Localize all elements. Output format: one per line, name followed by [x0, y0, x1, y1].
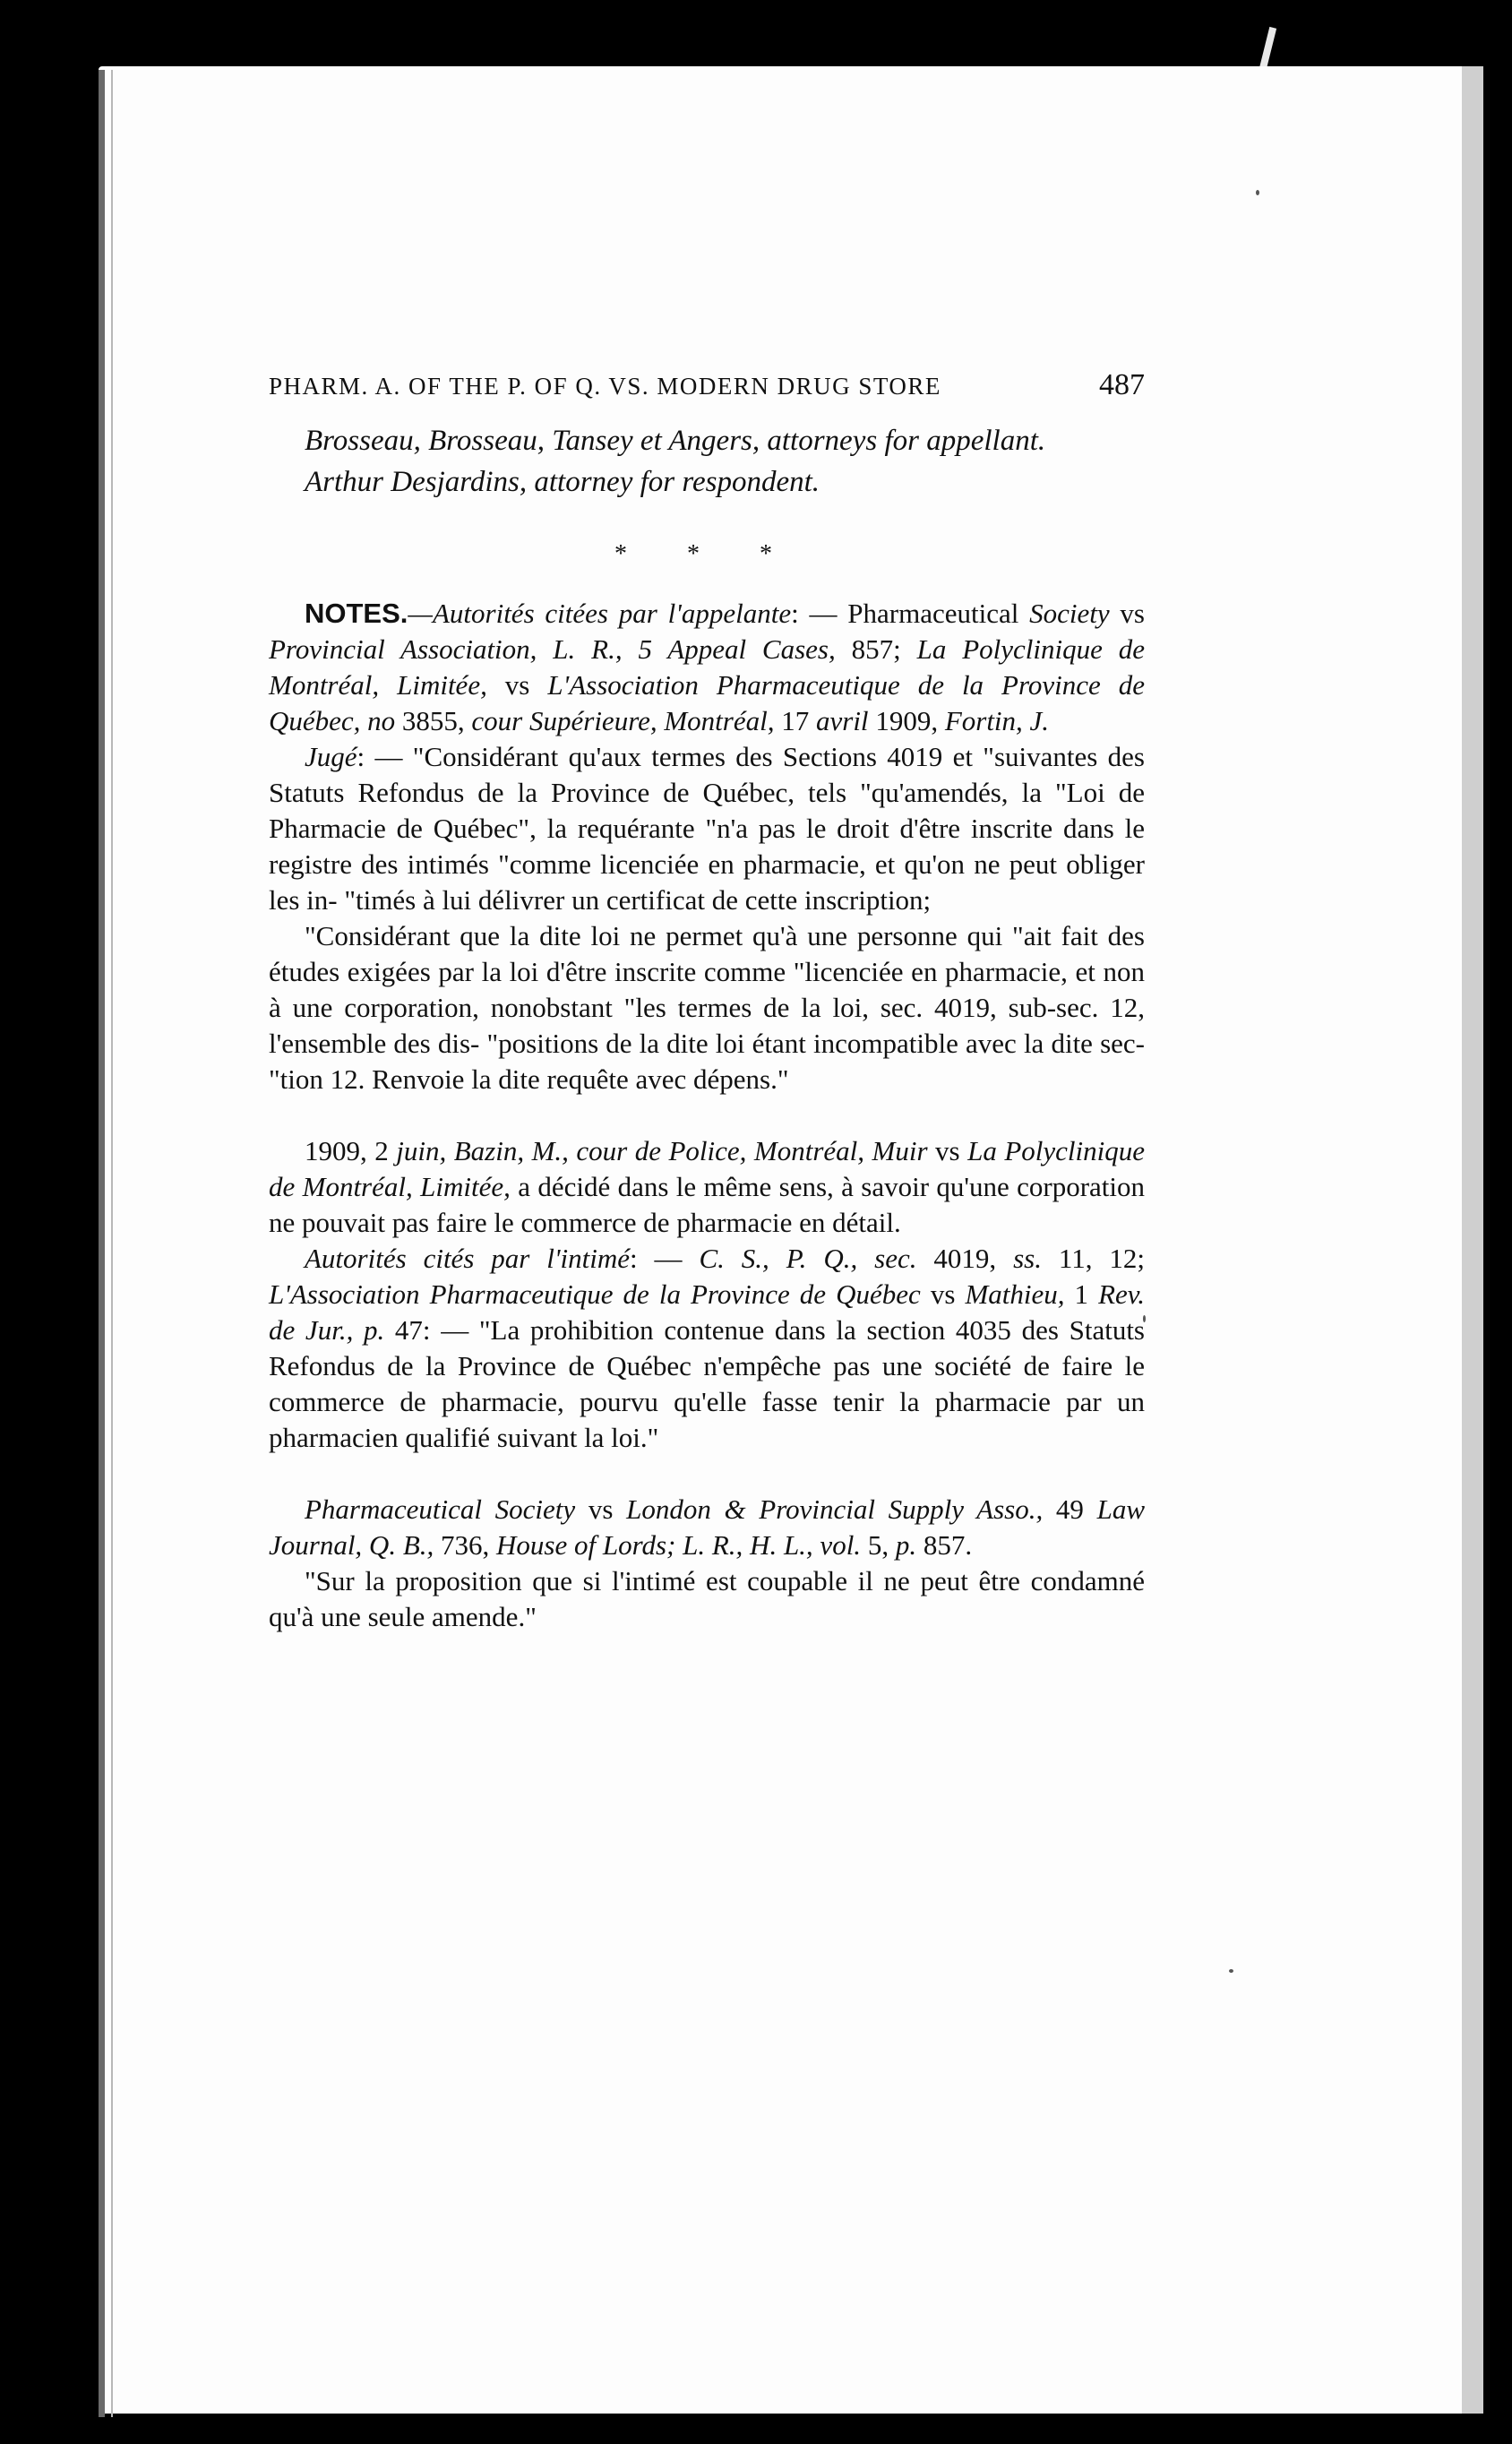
- notes-text: Pharmaceutical Society: [305, 1493, 576, 1525]
- notes-text: 17: [774, 705, 816, 736]
- notes-text: 1: [1064, 1278, 1099, 1310]
- notes-text: 857.: [916, 1529, 973, 1561]
- notes-text: : —: [630, 1243, 700, 1274]
- notes-text: vs: [920, 1278, 966, 1310]
- notes-text: 1909, 2: [305, 1135, 397, 1166]
- notes-text: London & Provincial Supply Asso.,: [626, 1493, 1044, 1525]
- notes-text: ss.: [1013, 1243, 1042, 1274]
- page-edge-shadow: [1462, 66, 1483, 2414]
- notes-text: 857;: [835, 633, 917, 665]
- notes-label: NOTES.: [305, 598, 408, 629]
- attorneys-respondent: Arthur Desjardins, attorney for respondent.: [305, 466, 820, 498]
- notes-text: vs: [575, 1493, 627, 1525]
- notes-text: p.: [895, 1529, 917, 1561]
- notes-paragraph-1: [269, 596, 1145, 739]
- notes-paragraph-3: "Considérant que la dite loi ne permet qu'à une personne qui "ait fait des études exigées par la loi d'être inscrite comme "licenciée en pharmacie, et non à une corporation, nonobstant "les termes de la loi, sec. 4019, sub-sec. 12, l'ensemble des dis- "positions de la dite loi étant incompatible avec la dite sec- "tion 12. Renvoie la dite requête avec dépens.": [269, 920, 1145, 1095]
- notes-paragraph-6: [269, 1492, 1145, 1563]
- notes-text: C. S., P. Q., sec.: [699, 1243, 917, 1274]
- notes-text: 1909,: [868, 705, 945, 736]
- scan-speck: [1256, 190, 1259, 195]
- notes-text: 11, 12;: [1041, 1243, 1145, 1274]
- notes-text: 47: — "La prohibition contenue dans la section 4035 des Statuts Refondus de la Province de Québec n'empêche pas une société de faire le commerce de pharmacie, pourvu qu'elle fasse tenir la pharmacie par un pharmacien qualifié suivant la loi.": [269, 1314, 1145, 1453]
- notes-text: 3855,: [395, 705, 472, 736]
- notes-text: a décidé dans le même sens, à savoir qu'une corporation ne pouvait pas faire le commerce de pharmacie en détail.: [269, 1171, 1145, 1238]
- scan-speck: [1229, 1969, 1233, 1973]
- notes-text: avril: [816, 705, 869, 736]
- paragraph-gap: [269, 1456, 1145, 1492]
- notes-text: cour Supérieure, Montréal,: [471, 705, 775, 736]
- notes-text: L'Association Pharmaceutique de la Province de Québec, no: [269, 669, 1145, 736]
- notes-text: La Polyclinique de Montréal, Limitée,: [269, 633, 1146, 701]
- running-header: [269, 367, 1145, 404]
- notes-text: : — Pharmaceutical: [791, 598, 1019, 629]
- notes-text: Rev. de Jur., p.: [269, 1278, 1146, 1346]
- notes-text: House of Lords; L. R., H. L., vol.: [496, 1529, 862, 1561]
- notes-text: vs: [927, 1135, 968, 1166]
- binding-gutter-edge: [111, 70, 113, 2417]
- notes-text: Jugé: [305, 741, 357, 772]
- notes-text: vs: [1109, 598, 1145, 629]
- running-title: PHARM. A. OF THE P. OF Q. VS. MODERN DRUG STORE: [269, 373, 941, 400]
- notes-text: La Polyclinique de Montréal, Limitée,: [269, 1135, 1145, 1202]
- notes-text: Law Journal, Q. B.,: [269, 1493, 1145, 1561]
- section-separator: * * *: [614, 540, 799, 568]
- notes-text: Fortin, J.: [944, 705, 1050, 736]
- notes-text: 49: [1043, 1493, 1097, 1525]
- notes-paragraph-5: [269, 1241, 1145, 1456]
- notes-text: Autorités cités par l'intimé: [305, 1243, 631, 1274]
- notes-text: vs: [486, 669, 548, 701]
- notes-paragraph-2: [269, 739, 1145, 918]
- notes-paragraph-4: [269, 1133, 1145, 1241]
- attorneys-appellant: Brosseau, Brosseau, Tansey et Angers, attorneys for appellant.: [305, 425, 1046, 457]
- notes-text: —Autorités citées par l'appelante: [408, 598, 792, 629]
- notes-text: Provincial Association, L. R., 5 Appeal Cases,: [269, 633, 836, 665]
- notes-text: 5,: [861, 1529, 896, 1561]
- notes-text: Society: [1029, 598, 1110, 629]
- notes-text: juin, Bazin, M., cour de Police, Montréal, Muir: [396, 1135, 928, 1166]
- notes-text: L'Association Pharmaceutique de la Province de Québec: [269, 1278, 921, 1310]
- notes-text: : — "Considérant qu'aux termes des Sections 4019 et "suivantes des Statuts Refondus de la Province de Québec, tels "qu'amendés, la "Loi de Pharmacie de Québec", la requérante "n'a pas le droit d'être inscrite dans le registre des intimés "comme licenciée en pharmacie, et qu'on ne peut obliger les in- "timés à lui délivrer un certificat de cette inscription;: [269, 741, 1145, 916]
- paragraph-gap: [269, 1097, 1145, 1133]
- page-number: 487: [1099, 368, 1145, 401]
- notes-text: 4019,: [916, 1243, 1014, 1274]
- notes-text: 736,: [434, 1529, 497, 1561]
- binding-gutter: [99, 70, 105, 2417]
- page-text: [269, 367, 1145, 1635]
- notes-paragraph-7: "Sur la proposition que si l'intimé est coupable il ne peut être condamné qu'à une seule amende.": [269, 1565, 1145, 1632]
- notes-text: Mathieu,: [965, 1278, 1065, 1310]
